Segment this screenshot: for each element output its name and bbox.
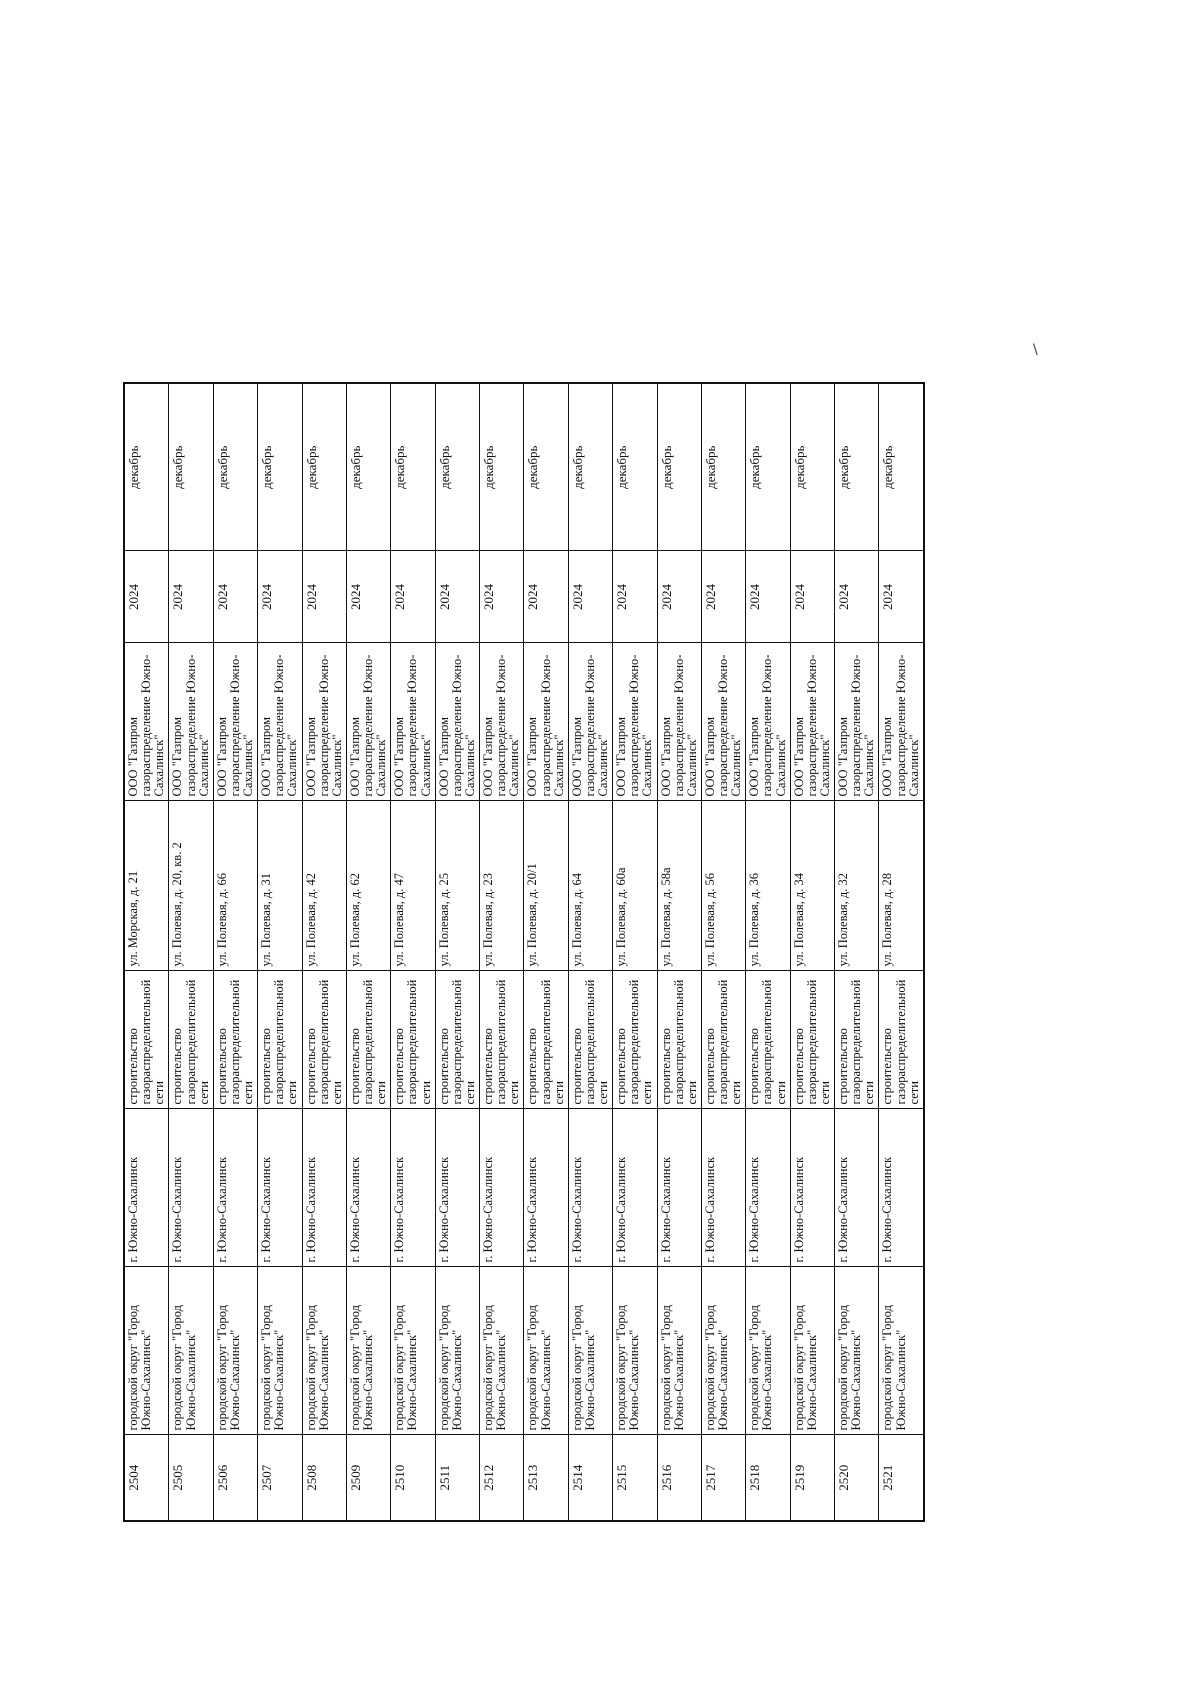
month-cell: декабрь — [435, 383, 479, 551]
year-cell: 2024 — [480, 551, 524, 643]
territory-cell: городской округ "Город Южно-Сахалинск" — [835, 1267, 879, 1435]
object-cell: строительство газораспределительной сети — [524, 971, 568, 1109]
territory-cell: городской округ "Город Южно-Сахалинск" — [613, 1267, 657, 1435]
row-number: 2516 — [657, 1435, 701, 1521]
month-cell: декабрь — [258, 383, 302, 551]
territory-cell: городской округ "Город Южно-Сахалинск" — [391, 1267, 435, 1435]
object-cell: строительство газораспределительной сети — [124, 971, 169, 1109]
year-cell: 2024 — [835, 551, 879, 643]
month-cell: декабрь — [879, 383, 924, 551]
object-cell: строительство газораспределительной сети — [879, 971, 924, 1109]
row-number: 2504 — [124, 1435, 169, 1521]
year-cell: 2024 — [790, 551, 834, 643]
territory-cell: городской округ "Город Южно-Сахалинск" — [124, 1267, 169, 1435]
row-number: 2507 — [258, 1435, 302, 1521]
city-cell: г. Южно-Сахалинск — [524, 1109, 568, 1267]
address-cell: ул. Полевая, д. 66 — [213, 801, 257, 971]
month-cell: декабрь — [124, 383, 169, 551]
table-row — [124, 383, 169, 1521]
city-cell: г. Южно-Сахалинск — [568, 1109, 612, 1267]
territory-cell: городской округ "Город Южно-Сахалинск" — [524, 1267, 568, 1435]
organization-cell: ООО "Газпром газораспределение Южно-Сахалинск" — [435, 643, 479, 801]
territory-cell: городской округ "Город Южно-Сахалинск" — [568, 1267, 612, 1435]
year-cell: 2024 — [391, 551, 435, 643]
year-cell: 2024 — [435, 551, 479, 643]
table-row — [613, 383, 657, 1521]
territory-cell: городской округ "Город Южно-Сахалинск" — [480, 1267, 524, 1435]
table-row — [746, 383, 790, 1521]
row-number: 2511 — [435, 1435, 479, 1521]
territory-cell: городской округ "Город Южно-Сахалинск" — [435, 1267, 479, 1435]
territory-cell: городской округ "Город Южно-Сахалинск" — [701, 1267, 745, 1435]
object-cell: строительство газораспределительной сети — [568, 971, 612, 1109]
organization-cell: ООО "Газпром газораспределение Южно-Сахалинск" — [568, 643, 612, 801]
pen-mark: \ — [1033, 342, 1038, 358]
row-number: 2513 — [524, 1435, 568, 1521]
address-cell: ул. Полевая, д. 31 — [258, 801, 302, 971]
object-cell: строительство газораспределительной сети — [169, 971, 213, 1109]
row-number: 2509 — [346, 1435, 390, 1521]
table-row — [346, 383, 390, 1521]
city-cell: г. Южно-Сахалинск — [657, 1109, 701, 1267]
table-row — [169, 383, 213, 1521]
organization-cell: ООО "Газпром газораспределение Южно-Сахалинск" — [391, 643, 435, 801]
table-row — [790, 383, 834, 1521]
city-cell: г. Южно-Сахалинск — [124, 1109, 169, 1267]
row-number: 2521 — [879, 1435, 924, 1521]
row-number: 2506 — [213, 1435, 257, 1521]
year-cell: 2024 — [568, 551, 612, 643]
city-cell: г. Южно-Сахалинск — [258, 1109, 302, 1267]
year-cell: 2024 — [124, 551, 169, 643]
territory-cell: городской округ "Город Южно-Сахалинск" — [879, 1267, 924, 1435]
row-number: 2514 — [568, 1435, 612, 1521]
address-cell: ул. Полевая, д. 20, кв. 2 — [169, 801, 213, 971]
organization-cell: ООО "Газпром газораспределение Южно-Сахалинск" — [346, 643, 390, 801]
month-cell: декабрь — [657, 383, 701, 551]
row-number: 2518 — [746, 1435, 790, 1521]
table-body — [124, 383, 924, 1521]
table-row — [568, 383, 612, 1521]
object-cell: строительство газораспределительной сети — [435, 971, 479, 1109]
organization-cell: ООО "Газпром газораспределение Южно-Сахалинск" — [746, 643, 790, 801]
row-number: 2520 — [835, 1435, 879, 1521]
month-cell: декабрь — [701, 383, 745, 551]
month-cell: декабрь — [213, 383, 257, 551]
territory-cell: городской округ "Город Южно-Сахалинск" — [169, 1267, 213, 1435]
territory-cell: городской округ "Город Южно-Сахалинск" — [213, 1267, 257, 1435]
city-cell: г. Южно-Сахалинск — [213, 1109, 257, 1267]
month-cell: декабрь — [480, 383, 524, 551]
address-cell: ул. Полевая, д. 58а — [657, 801, 701, 971]
object-cell: строительство газораспределительной сети — [480, 971, 524, 1109]
address-cell: ул. Полевая, д. 25 — [435, 801, 479, 971]
year-cell: 2024 — [879, 551, 924, 643]
address-cell: ул. Полевая, д. 36 — [746, 801, 790, 971]
city-cell: г. Южно-Сахалинск — [346, 1109, 390, 1267]
table-row — [480, 383, 524, 1521]
table-row — [391, 383, 435, 1521]
table-row — [258, 383, 302, 1521]
year-cell: 2024 — [613, 551, 657, 643]
object-cell: строительство газораспределительной сети — [346, 971, 390, 1109]
address-cell: ул. Полевая, д. 28 — [879, 801, 924, 971]
row-number: 2519 — [790, 1435, 834, 1521]
city-cell: г. Южно-Сахалинск — [169, 1109, 213, 1267]
territory-cell: городской округ "Город Южно-Сахалинск" — [346, 1267, 390, 1435]
territory-cell: городской округ "Город Южно-Сахалинск" — [746, 1267, 790, 1435]
organization-cell: ООО "Газпром газораспределение Южно-Сахалинск" — [524, 643, 568, 801]
address-cell: ул. Полевая, д. 64 — [568, 801, 612, 971]
year-cell: 2024 — [258, 551, 302, 643]
territory-cell: городской округ "Город Южно-Сахалинск" — [258, 1267, 302, 1435]
month-cell: декабрь — [835, 383, 879, 551]
address-cell: ул. Полевая, д. 47 — [391, 801, 435, 971]
city-cell: г. Южно-Сахалинск — [790, 1109, 834, 1267]
month-cell: декабрь — [613, 383, 657, 551]
address-cell: ул. Полевая, д. 42 — [302, 801, 346, 971]
organization-cell: ООО "Газпром газораспределение Южно-Сахалинск" — [302, 643, 346, 801]
year-cell: 2024 — [302, 551, 346, 643]
organization-cell: ООО "Газпром газораспределение Южно-Сахалинск" — [879, 643, 924, 801]
object-cell: строительство газораспределительной сети — [613, 971, 657, 1109]
table-row — [213, 383, 257, 1521]
object-cell: строительство газораспределительной сети — [790, 971, 834, 1109]
object-cell: строительство газораспределительной сети — [701, 971, 745, 1109]
address-cell: ул. Полевая, д. 32 — [835, 801, 879, 971]
object-cell: строительство газораспределительной сети — [391, 971, 435, 1109]
object-cell: строительство газораспределительной сети — [258, 971, 302, 1109]
row-number: 2515 — [613, 1435, 657, 1521]
year-cell: 2024 — [346, 551, 390, 643]
territory-cell: городской округ "Город Южно-Сахалинск" — [790, 1267, 834, 1435]
city-cell: г. Южно-Сахалинск — [480, 1109, 524, 1267]
territory-cell: городской округ "Город Южно-Сахалинск" — [302, 1267, 346, 1435]
month-cell: декабрь — [391, 383, 435, 551]
table-row — [302, 383, 346, 1521]
city-cell: г. Южно-Сахалинск — [746, 1109, 790, 1267]
year-cell: 2024 — [169, 551, 213, 643]
year-cell: 2024 — [701, 551, 745, 643]
table-row — [435, 383, 479, 1521]
city-cell: г. Южно-Сахалинск — [613, 1109, 657, 1267]
month-cell: декабрь — [524, 383, 568, 551]
year-cell: 2024 — [524, 551, 568, 643]
object-cell: строительство газораспределительной сети — [302, 971, 346, 1109]
city-cell: г. Южно-Сахалинск — [302, 1109, 346, 1267]
month-cell: декабрь — [568, 383, 612, 551]
organization-cell: ООО "Газпром газораспределение Южно-Сахалинск" — [701, 643, 745, 801]
row-number: 2517 — [701, 1435, 745, 1521]
organization-cell: ООО "Газпром газораспределение Южно-Сахалинск" — [613, 643, 657, 801]
table-row — [879, 383, 924, 1521]
organization-cell: ООО "Газпром газораспределение Южно-Сахалинск" — [790, 643, 834, 801]
row-number: 2508 — [302, 1435, 346, 1521]
rotated-table-wrapper — [123, 384, 921, 1522]
address-cell: ул. Полевая, д. 34 — [790, 801, 834, 971]
table-row — [701, 383, 745, 1521]
object-cell: строительство газораспределительной сети — [213, 971, 257, 1109]
month-cell: декабрь — [790, 383, 834, 551]
address-cell: ул. Морская, д. 21 — [124, 801, 169, 971]
object-cell: строительство газораспределительной сети — [746, 971, 790, 1109]
organization-cell: ООО "Газпром газораспределение Южно-Сахалинск" — [258, 643, 302, 801]
object-cell: строительство газораспределительной сети — [835, 971, 879, 1109]
month-cell: декабрь — [169, 383, 213, 551]
gasification-table — [123, 382, 925, 1522]
table-row — [657, 383, 701, 1521]
row-number: 2505 — [169, 1435, 213, 1521]
city-cell: г. Южно-Сахалинск — [391, 1109, 435, 1267]
year-cell: 2024 — [657, 551, 701, 643]
month-cell: декабрь — [302, 383, 346, 551]
city-cell: г. Южно-Сахалинск — [435, 1109, 479, 1267]
city-cell: г. Южно-Сахалинск — [835, 1109, 879, 1267]
organization-cell: ООО "Газпром газораспределение Южно-Сахалинск" — [835, 643, 879, 801]
address-cell: ул. Полевая, д. 62 — [346, 801, 390, 971]
address-cell: ул. Полевая, д. 23 — [480, 801, 524, 971]
organization-cell: ООО "Газпром газораспределение Южно-Сахалинск" — [124, 643, 169, 801]
organization-cell: ООО "Газпром газораспределение Южно-Сахалинск" — [213, 643, 257, 801]
year-cell: 2024 — [746, 551, 790, 643]
address-cell: ул. Полевая, д. 56 — [701, 801, 745, 971]
month-cell: декабрь — [346, 383, 390, 551]
row-number: 2512 — [480, 1435, 524, 1521]
month-cell: декабрь — [746, 383, 790, 551]
organization-cell: ООО "Газпром газораспределение Южно-Сахалинск" — [480, 643, 524, 801]
organization-cell: ООО "Газпром газораспределение Южно-Сахалинск" — [657, 643, 701, 801]
territory-cell: городской округ "Город Южно-Сахалинск" — [657, 1267, 701, 1435]
table-row — [835, 383, 879, 1521]
address-cell: ул. Полевая, д. 60а — [613, 801, 657, 971]
table-row — [524, 383, 568, 1521]
organization-cell: ООО "Газпром газораспределение Южно-Сахалинск" — [169, 643, 213, 801]
year-cell: 2024 — [213, 551, 257, 643]
row-number: 2510 — [391, 1435, 435, 1521]
city-cell: г. Южно-Сахалинск — [879, 1109, 924, 1267]
address-cell: ул. Полевая, д. 20/1 — [524, 801, 568, 971]
object-cell: строительство газораспределительной сети — [657, 971, 701, 1109]
city-cell: г. Южно-Сахалинск — [701, 1109, 745, 1267]
